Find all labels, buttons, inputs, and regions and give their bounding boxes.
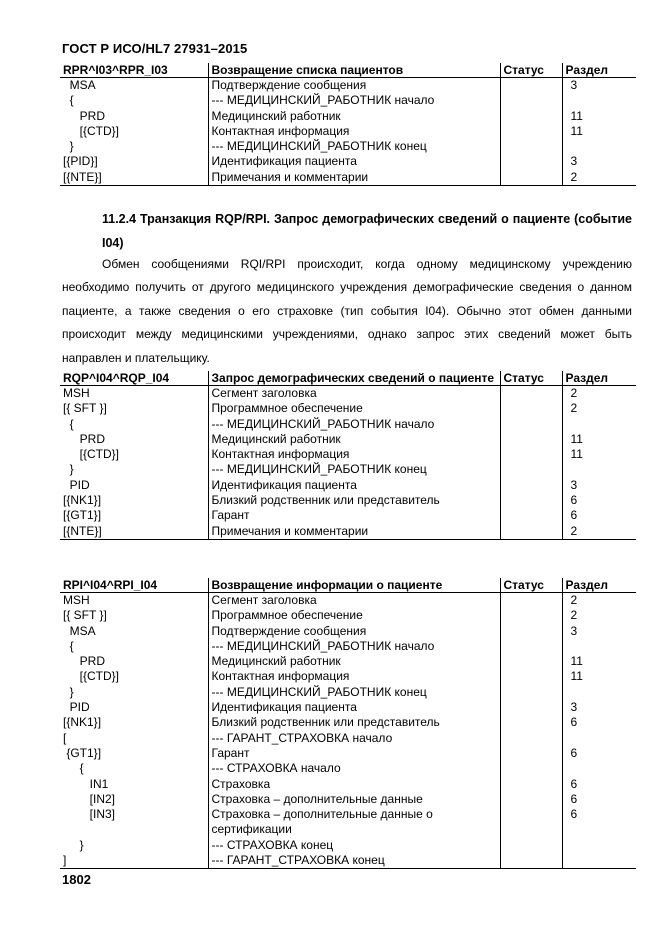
section-cell: 3 [562, 154, 636, 169]
status-cell [500, 401, 562, 416]
segment-cell: MSH [63, 593, 90, 607]
section-cell [562, 417, 636, 432]
table-row [60, 170, 636, 186]
segment-cell: PID [63, 700, 90, 715]
segment-cell: { [63, 93, 74, 108]
status-cell [500, 807, 562, 838]
section-cell [562, 639, 636, 654]
section-cell: 6 [562, 807, 636, 838]
status-cell [500, 746, 562, 761]
segment-cell: [{PID}] [63, 154, 98, 169]
description-cell: Близкий родственник или представитель [208, 493, 500, 508]
section-cell: 6 [562, 508, 636, 523]
table-row [60, 777, 636, 792]
segment-cell: [{NTE}] [60, 170, 208, 186]
status-cell [500, 593, 562, 609]
column-header-section: Раздел [562, 578, 636, 593]
table-row [60, 685, 636, 700]
table-row [60, 593, 636, 609]
segment-cell: [IN3] [63, 807, 116, 822]
table-row [60, 731, 636, 746]
table-row [60, 386, 636, 402]
section-cell: 3 [562, 700, 636, 715]
column-header-description: Запрос демографических сведений о пациенте [208, 371, 500, 386]
description-cell: Гарант [208, 746, 500, 761]
table-row [60, 608, 636, 623]
section-cell: 6 [562, 715, 636, 730]
status-cell [500, 608, 562, 623]
section-cell: 6 [562, 746, 636, 761]
description-cell: --- ГАРАНТ_СТРАХОВКА начало [208, 731, 500, 746]
body-paragraph: Обмен сообщениями RQI/RPI происходит, когда одному медицинскому учреждению необходимо получить от другого медицинского учреждения демографические сведения о данном пациенте, а также сведения о его страховке (тип события I04). Обычно этот обмен данными происходит между медицинскими учреждениями, однако запрос этих сведений может быть направлен и плательщику. [62, 257, 632, 365]
segment-cell: [{NTE}] [60, 524, 208, 540]
segment-table-rpr [60, 63, 636, 186]
status-cell [500, 853, 562, 869]
section-cell: 6 [562, 777, 636, 792]
description-cell: --- ГАРАНТ_СТРАХОВКА конец [208, 853, 500, 869]
section-cell: 3 [562, 78, 636, 94]
segment-cell: MSH [63, 386, 90, 400]
column-header-status: Статус [500, 578, 562, 593]
status-cell [500, 78, 562, 94]
column-header-message: RQP^I04^RQP_I04 [60, 371, 208, 386]
status-cell [500, 685, 562, 700]
status-cell [500, 838, 562, 853]
segment-cell: ] [60, 853, 208, 869]
section-cell: 2 [562, 386, 636, 402]
segment-table-rqp [60, 371, 636, 540]
section-cell: 6 [562, 493, 636, 508]
section-cell: 11 [562, 669, 636, 684]
segment-cell: { [63, 761, 84, 776]
status-cell [500, 761, 562, 776]
status-cell [500, 170, 562, 186]
section-cell [562, 462, 636, 477]
segment-cell: PRD [63, 108, 106, 123]
description-cell: --- МЕДИЦИНСКИЙ_РАБОТНИК конец [208, 462, 500, 477]
status-cell [500, 386, 562, 402]
section-cell [562, 761, 636, 776]
segment-cell: PID [63, 477, 90, 492]
status-cell [500, 792, 562, 807]
section-cell: 2 [562, 593, 636, 609]
description-cell: Страховка – дополнительные данные о сертификации [208, 807, 500, 838]
status-cell [500, 700, 562, 715]
segment-cell: PRD [63, 431, 106, 446]
status-cell [500, 462, 562, 477]
segment-cell: [{ SFT }] [63, 401, 107, 416]
description-cell: --- МЕДИЦИНСКИЙ_РАБОТНИК начало [208, 417, 500, 432]
table-row [60, 838, 636, 853]
table-row [60, 508, 636, 523]
section-cell: 6 [562, 792, 636, 807]
table-header-row [60, 63, 636, 78]
section-cell: 11 [562, 447, 636, 462]
status-cell [500, 124, 562, 139]
description-cell: Медицинский работник [208, 432, 500, 447]
document-header: ГОСТ Р ИСО/HL7 27931–2015 [62, 41, 248, 56]
description-cell: --- МЕДИЦИНСКИЙ_РАБОТНИК начало [208, 93, 500, 108]
table-row [60, 124, 636, 139]
section-cell: 11 [562, 432, 636, 447]
section-cell [562, 93, 636, 108]
description-cell: --- МЕДИЦИНСКИЙ_РАБОТНИК конец [208, 685, 500, 700]
description-cell: Сегмент заголовка [208, 386, 500, 402]
table-row [60, 432, 636, 447]
status-cell [500, 508, 562, 523]
section-cell: 2 [562, 524, 636, 540]
description-cell: Программное обеспечение [208, 401, 500, 416]
section-cell: 2 [562, 170, 636, 186]
table-header-row [60, 578, 636, 593]
section-cell: 3 [562, 624, 636, 639]
description-cell: Медицинский работник [208, 109, 500, 124]
segment-cell: [{GT1}] [63, 508, 102, 523]
table-row [60, 792, 636, 807]
section-cell: 2 [562, 608, 636, 623]
column-header-description: Возвращение информации о пациенте [208, 578, 500, 593]
section-cell [562, 731, 636, 746]
table-row [60, 624, 636, 639]
column-header-message: RPI^I04^RPI_I04 [60, 578, 208, 593]
description-cell: Гарант [208, 508, 500, 523]
status-cell [500, 493, 562, 508]
description-cell: --- СТРАХОВКА начало [208, 761, 500, 776]
table-row [60, 139, 636, 154]
section-cell: 2 [562, 401, 636, 416]
description-cell: Медицинский работник [208, 654, 500, 669]
segment-cell: } [63, 462, 74, 477]
description-cell: Контактная информация [208, 124, 500, 139]
section-cell: 3 [562, 478, 636, 493]
segment-cell: [{NK1}] [63, 715, 102, 730]
column-header-message: RPR^I03^RPR_I03 [60, 63, 208, 78]
column-header-section: Раздел [562, 63, 636, 78]
table-row [60, 654, 636, 669]
status-cell [500, 639, 562, 654]
table-row [60, 700, 636, 715]
section-cell: 11 [562, 109, 636, 124]
status-cell [500, 154, 562, 169]
table-header-row [60, 371, 636, 386]
table-row [60, 417, 636, 432]
segment-cell: [IN2] [63, 791, 116, 806]
status-cell [500, 447, 562, 462]
section-cell [562, 139, 636, 154]
description-cell: Примечания и комментарии [208, 170, 500, 186]
segment-cell: [ [63, 730, 67, 745]
table-row [60, 639, 636, 654]
description-cell: Страховка [208, 777, 500, 792]
status-cell [500, 777, 562, 792]
description-cell: Программное обеспечение [208, 608, 500, 623]
description-cell: --- СТРАХОВКА конец [208, 838, 500, 853]
status-cell [500, 669, 562, 684]
section-cell [562, 685, 636, 700]
section-cell: 11 [562, 124, 636, 139]
status-cell [500, 478, 562, 493]
table-row [60, 478, 636, 493]
status-cell [500, 93, 562, 108]
table-row [60, 447, 636, 462]
description-cell: Идентификация пациента [208, 154, 500, 169]
segment-cell: IN1 [63, 776, 109, 791]
table-row [60, 401, 636, 416]
column-header-status: Статус [500, 371, 562, 386]
status-cell [500, 417, 562, 432]
description-cell: Идентификация пациента [208, 478, 500, 493]
status-cell [500, 524, 562, 540]
page-number: 1802 [62, 872, 91, 887]
column-header-description: Возвращение списка пациентов [208, 63, 500, 78]
segment-cell: [{CTD}] [63, 669, 120, 684]
status-cell [500, 624, 562, 639]
table-row [60, 807, 636, 838]
status-cell [500, 715, 562, 730]
segment-cell: [{CTD}] [63, 447, 120, 462]
segment-table-rpi [60, 578, 636, 869]
status-cell [500, 432, 562, 447]
status-cell [500, 654, 562, 669]
description-cell: Контактная информация [208, 447, 500, 462]
description-cell: Контактная информация [208, 669, 500, 684]
table-row [60, 524, 636, 540]
section-title: 11.2.4 Транзакция RQP/RPI. Запрос демографических сведений о пациенте (событие I04) [102, 212, 632, 250]
segment-cell: } [63, 837, 84, 852]
table-row [60, 853, 636, 869]
description-cell: Идентификация пациента [208, 700, 500, 715]
table-row [60, 761, 636, 776]
column-header-status: Статус [500, 63, 562, 78]
status-cell [500, 109, 562, 124]
column-header-section: Раздел [562, 371, 636, 386]
segment-cell: { [63, 416, 74, 431]
segment-cell: } [63, 139, 74, 154]
segment-cell: MSA [63, 78, 96, 92]
description-cell: --- МЕДИЦИНСКИЙ_РАБОТНИК конец [208, 139, 500, 154]
table-row [60, 493, 636, 508]
table-row [60, 746, 636, 761]
section-cell [562, 838, 636, 853]
segment-cell: [{NK1}] [63, 493, 102, 508]
segment-cell: PRD [63, 654, 106, 669]
table-row [60, 154, 636, 169]
table-row [60, 93, 636, 108]
description-cell: Близкий родственник или представитель [208, 715, 500, 730]
section-cell [562, 853, 636, 869]
description-cell: Страховка – дополнительные данные [208, 792, 500, 807]
segment-cell: [{ SFT }] [63, 608, 107, 623]
status-cell [500, 731, 562, 746]
segment-cell: [{CTD}] [63, 123, 120, 138]
description-cell: Примечания и комментарии [208, 524, 500, 540]
table-row [60, 669, 636, 684]
table-row [60, 462, 636, 477]
status-cell [500, 139, 562, 154]
table-row [60, 109, 636, 124]
segment-cell: { [63, 638, 74, 653]
table-row [60, 78, 636, 94]
segment-cell: MSA [63, 623, 96, 638]
segment-cell: {GT1}] [63, 745, 102, 760]
description-cell: Сегмент заголовка [208, 593, 500, 609]
section-cell: 11 [562, 654, 636, 669]
table-row [60, 715, 636, 730]
segment-cell: } [63, 684, 74, 699]
description-cell: Подтверждение сообщения [208, 78, 500, 94]
description-cell: --- МЕДИЦИНСКИЙ_РАБОТНИК начало [208, 639, 500, 654]
description-cell: Подтверждение сообщения [208, 624, 500, 639]
